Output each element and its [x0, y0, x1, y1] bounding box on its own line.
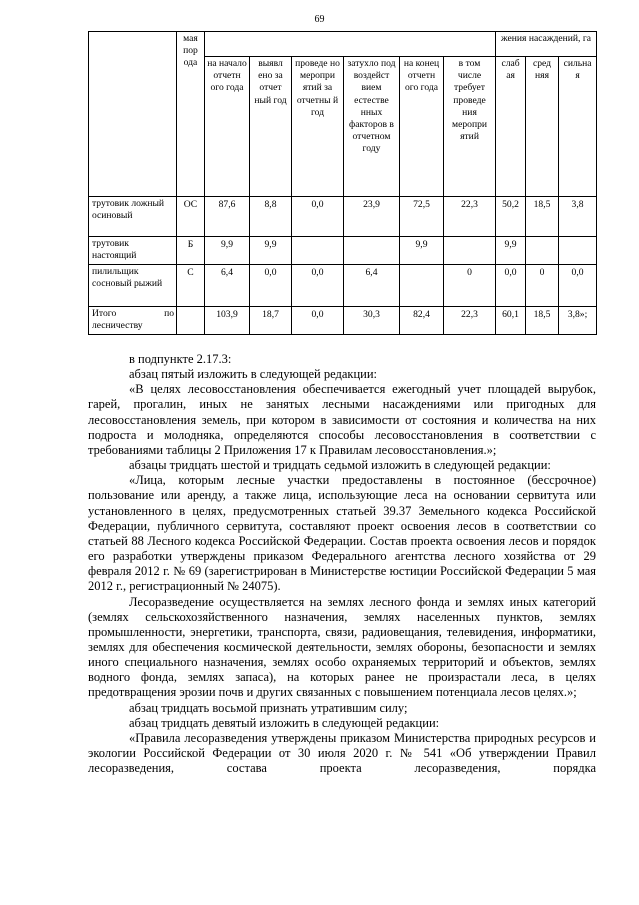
row-breed: Б: [177, 237, 205, 265]
table-cell: 9,9: [250, 237, 292, 265]
table-cell: 0,0: [292, 197, 344, 237]
table-cell: 0,0: [496, 265, 526, 307]
total-cell: 103,9: [205, 307, 250, 335]
column-header: на начало отчетн ого года: [205, 57, 250, 197]
table-cell: 9,9: [400, 237, 444, 265]
total-label-word: лесничеству: [92, 320, 143, 332]
table-cell: 23,9: [344, 197, 400, 237]
column-header: проведе но меропри ятий за отчетны й год: [292, 57, 344, 197]
total-label: [89, 307, 177, 335]
table-cell: 0,0: [250, 265, 292, 307]
table-row: [89, 237, 597, 265]
column-header: на конец отчетн ого года: [400, 57, 444, 197]
table-cell: [444, 237, 496, 265]
paragraph: «В целях лесовосстановления обеспечивается ежегодный учет площадей вырубок, гарей, прогалин, иных не занятых лесными насаждениями или пригодных для лесовосстановления земель, при котором в зависимости от состояния и количества на них подроста и молодняка, определяются способы лесовосстановления в соответствии с требованиями таблицы 2 Приложения 17 к Правилам лесовосстановления.»;: [88, 382, 596, 457]
table-cell: [559, 237, 597, 265]
total-cell: 82,4: [400, 307, 444, 335]
blank-head-cell: [89, 32, 177, 197]
table-cell: 87,6: [205, 197, 250, 237]
table-cell: 22,3: [444, 197, 496, 237]
paragraph: абзац тридцать восьмой признать утратившим силу;: [129, 700, 408, 715]
page-number: 69: [314, 14, 325, 25]
row-breed: ОС: [177, 197, 205, 237]
table-head-row-1: [89, 32, 597, 57]
table-cell: 6,4: [344, 265, 400, 307]
total-cell: 30,3: [344, 307, 400, 335]
table-cell: [344, 237, 400, 265]
paragraph: «Правила лесоразведения утверждены приказом Министерства природных ресурсов и экологии Российской Федерации от 30 июля 2020 г. № 541 «Об утверждении Правил лесоразведения, состава проекта лесоразведения, порядка: [88, 730, 596, 776]
table-cell: 9,9: [496, 237, 526, 265]
total-cell: 18,5: [526, 307, 559, 335]
row-breed: С: [177, 265, 205, 307]
row-name: трутовик ложный осиновый: [89, 197, 177, 237]
paragraph: Лесоразведение осуществляется на землях лесного фонда и землях иных категорий (землях сельскохозяйственного назначения, землях населенных пунктов, землях промышленности, энергетики, транспорта, связи, радиовещания, телевидения, информатики, землях для обеспечения космической деятельности, землях обороны, безопасности и землях иного специального назначения, землях особо охраняемых территорий и объектов, землях водного фонда, землях запаса), на которых ранее не произрастали леса, в целях предотвращения эрозии почв и других связанных с повышением потенциала лесов целях.»;: [88, 594, 596, 700]
area-head-cell: [205, 32, 496, 57]
paragraph: «Лица, которым лесные участки предоставлены в постоянное (бессрочное) пользование или аренду, а также лица, использующие леса на основании сервитута или установленного в целях, предусмотренных статьей 39.37 Земельного кодекса Российской Федерации, публичного сервитута, составляют проект освоения лесов в соответствии со статьей 88 Лесного кодекса Российской Федерации. Состав проекта освоения лесов и порядок его разработки утверждены приказом Федерального агентства лесного хозяйства от 29 февраля 2012 г. № 69 (зарегистрирован в Министерстве юстиции Российской Федерации 5 мая 2012 г., регистрационный № 24075).: [88, 473, 596, 594]
total-cell: 18,7: [250, 307, 292, 335]
table-cell: 18,5: [526, 197, 559, 237]
column-header: выявл ено за отчет ный год: [250, 57, 292, 197]
table-row: [89, 197, 597, 237]
column-header: затухло под воздейст вием естестве нных факторов в отчетном году: [344, 57, 400, 197]
row-name: пилильщик сосновый рыжий: [89, 265, 177, 307]
document-body: [88, 352, 596, 776]
table-cell: 0,0: [559, 265, 597, 307]
table-cell: 9,9: [205, 237, 250, 265]
paragraph: абзац пятый изложить в следующей редакции:: [129, 367, 378, 382]
column-header: сильна я: [559, 57, 597, 197]
table-cell: [526, 237, 559, 265]
table-row: [89, 265, 597, 307]
column-header: слаб ая: [496, 57, 526, 197]
table-cell: 0: [444, 265, 496, 307]
paragraph: в подпункте 2.17.3:: [129, 352, 232, 366]
table-cell: 50,2: [496, 197, 526, 237]
row-name: трутовик настоящий: [89, 237, 177, 265]
table-cell: 0,0: [292, 265, 344, 307]
total-cell: 22,3: [444, 307, 496, 335]
table-cell: [292, 237, 344, 265]
table-cell: 3,8: [559, 197, 597, 237]
breed-head-cell: мая пор ода: [177, 32, 205, 197]
table-cell: 0: [526, 265, 559, 307]
total-cell: 3,8»;: [559, 307, 597, 335]
total-label-word: Итого: [92, 308, 117, 319]
forest-damage-table: [88, 31, 597, 335]
total-cell: 60,1: [496, 307, 526, 335]
total-cell: 0,0: [292, 307, 344, 335]
total-breed-cell: [177, 307, 205, 335]
paragraph: абзацы тридцать шестой и тридцать седьмой изложить в следующей редакции:: [129, 458, 551, 473]
table-cell: 72,5: [400, 197, 444, 237]
table-cell: [400, 265, 444, 307]
total-label-word: по: [164, 308, 174, 319]
column-header: в том числе требует проведе ния меропри ятий: [444, 57, 496, 197]
table-cell: 6,4: [205, 265, 250, 307]
paragraph: абзац тридцать девятый изложить в следующей редакции:: [129, 715, 440, 730]
table-cell: 8,8: [250, 197, 292, 237]
column-header: сред няя: [526, 57, 559, 197]
damage-head-cell: жения насаждений, га: [496, 32, 597, 57]
total-row: [89, 307, 597, 335]
